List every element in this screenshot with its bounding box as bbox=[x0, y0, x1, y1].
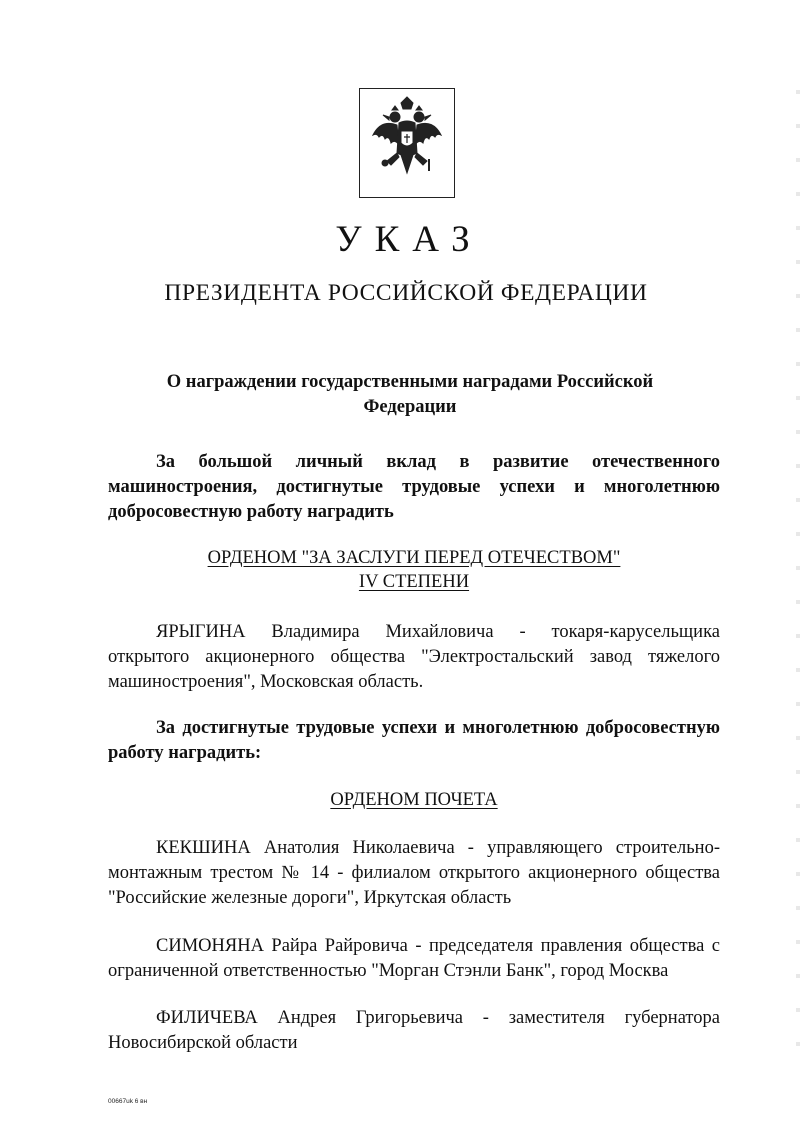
recipient-paragraph-2: КЕКШИНА Анатолия Николаевича - управляющего строительно-монтажным трестом № 14 - филиалом открытого акционерного общества "Российские железные дороги", Иркутская область bbox=[108, 838, 720, 908]
scan-edge-mark bbox=[796, 60, 800, 1060]
preamble-paragraph-1: За большой личный вклад в развитие отечественного машиностроения, достигнутые трудовые успехи и многолетнюю добросовестную работу наградить bbox=[108, 452, 720, 522]
decree-subtitle: ПРЕЗИДЕНТА РОССИЙСКОЙ ФЕДЕРАЦИИ bbox=[164, 280, 648, 306]
recipient-paragraph-4: ФИЛИЧЕВА Андрея Григорьевича - заместителя губернатора Новосибирской области bbox=[108, 1008, 720, 1053]
preamble-paragraph-2: За достигнутые трудовые успехи и многолетнюю добросовестную работу наградить: bbox=[108, 718, 720, 763]
award-order-merit-line-1: ОРДЕНОМ "ЗА ЗАСЛУГИ ПЕРЕД ОТЕЧЕСТВОМ" bbox=[207, 548, 621, 568]
coat-of-arms-emblem bbox=[359, 88, 455, 198]
decree-title: УКАЗ bbox=[335, 219, 483, 260]
award-order-merit-line-2: IV СТЕПЕНИ bbox=[358, 572, 470, 592]
footer-document-code: 00667uk 6 вн bbox=[108, 1098, 148, 1105]
recipient-paragraph-1: ЯРЫГИНА Владимира Михайловича - токаря-карусельщика открытого акционерного общества "Электростальский завод тяжелого машиностроения", Московская область. bbox=[108, 622, 720, 692]
award-order-honour: ОРДЕНОМ ПОЧЕТА bbox=[330, 790, 498, 810]
recipient-paragraph-3: СИМОНЯНА Райра Райровича - председателя правления общества с ограниченной ответственностью "Морган Стэнли Банк", город Москва bbox=[108, 936, 720, 981]
double-headed-eagle-icon bbox=[367, 95, 447, 191]
decree-heading: О награждении государственными наградами Российской Федерации bbox=[166, 372, 654, 417]
award-order-merit bbox=[108, 546, 720, 594]
